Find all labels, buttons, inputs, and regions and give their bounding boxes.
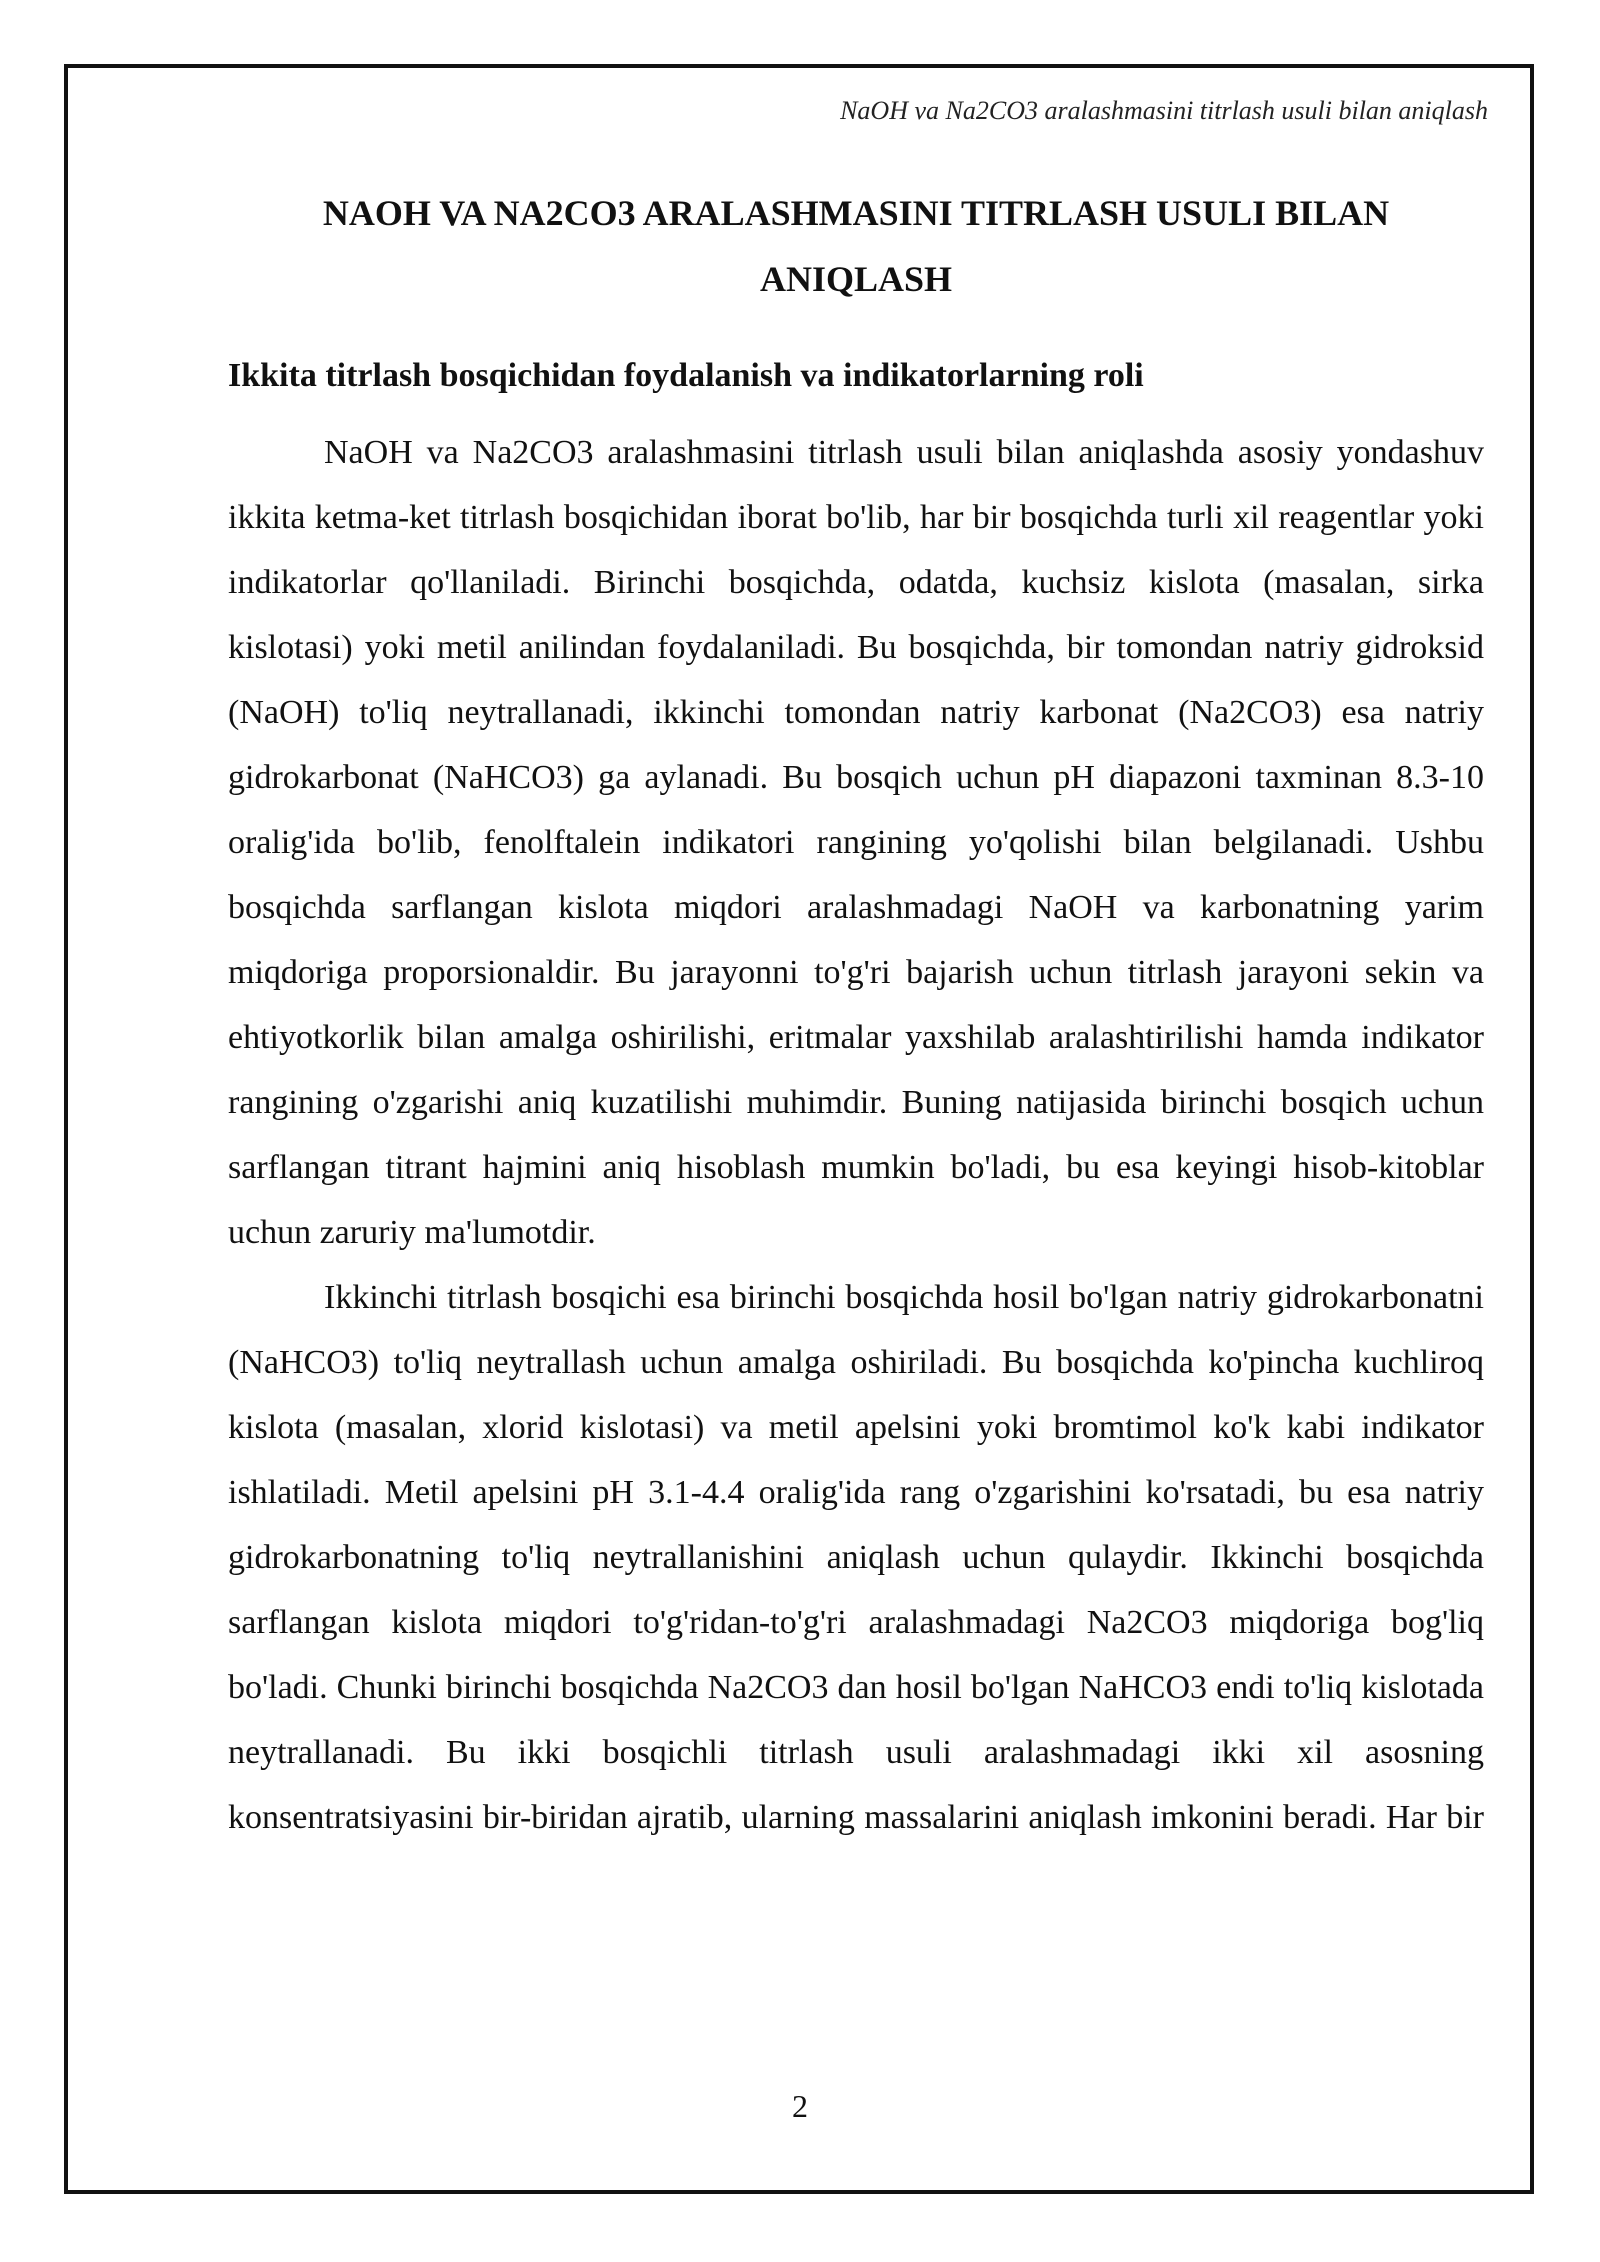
section-heading: Ikkita titrlash bosqichidan foydalanish va indikatorlarning roli (228, 357, 1144, 394)
running-header: NaOH va Na2CO3 aralashmasini titrlash usuli bilan aniqlash (840, 96, 1488, 125)
body-paragraph-2: Ikkinchi titrlash bosqichi esa birinchi bosqichda hosil bo'lgan natriy gidrokarbonatni (NaHCO3) to'liq neytrallash uchun amalga oshiriladi. Bu bosqichda ko'pincha kuchliroq kislota (masalan, xlorid kislotasi) va metil apelsini yoki bromtimol ko'k kabi indikator ishlatiladi. Metil apelsini pH 3.1-4.4 oralig'ida rang o'zgarishini ko'rsatadi, bu esa natriy gidrokarbonatning to'liq neytrallanishini aniqlash uchun qulaydir. Ikkinchi bosqichda sarflangan kislota miqdori to'g'ridan-to'g'ri aralashmadagi Na2CO3 miqdoriga bog'liq bo'ladi. Chunki birinchi bosqichda Na2CO3 dan hosil bo'lgan NaHCO3 endi to'liq kislotada neytrallanadi. Bu ikki bosqichli titrlash usuli aralashmadagi ikki xil asosning konsentratsiyasini bir-biridan ajratib, ularning massalarini aniqlash imkonini beradi. Har bir (228, 1279, 1484, 1836)
page-number: 2 (792, 2088, 808, 2124)
document-title: NAOH VA NA2CO3 ARALASHMASINI TITRLASH USULI BILAN ANIQLASH (322, 193, 1390, 299)
page-content (228, 180, 1484, 1850)
body-paragraph-1: NaOH va Na2CO3 aralashmasini titrlash usuli bilan aniqlashda asosiy yondashuv ikkita ketma-ket titrlash bosqichidan iborat bo'lib, har bir bosqichda turli xil reagentlar yoki indikatorlar qo'llaniladi. Birinchi bosqichda, odatda, kuchsiz kislota (masalan, sirka kislotasi) yoki metil anilindan foydalaniladi. Bu bosqichda, bir tomondan natriy gidroksid (NaOH) to'liq neytrallanadi, ikkinchi tomondan natriy karbonat (Na2CO3) esa natriy gidrokarbonat (NaHCO3) ga aylanadi. Bu bosqich uchun pH diapazoni taxminan 8.3-10 oralig'ida bo'lib, fenolftalein indikatori rangining yo'qolishi bilan belgilanadi. Ushbu bosqichda sarflangan kislota miqdori aralashmadagi NaOH va karbonatning yarim miqdoriga proporsionaldir. Bu jarayonni to'g'ri bajarish uchun titrlash jarayoni sekin va ehtiyotkorlik bilan amalga oshirilishi, eritmalar yaxshilab aralashtirilishi hamda indikator rangining o'zgarishi aniq kuzatilishi muhimdir. Buning natijasida birinchi bosqich uchun sarflangan titrant hajmini aniq hisoblash mumkin bo'ladi, bu esa keyingi hisob-kitoblar uchun zaruriy ma'lumotdir. (228, 434, 1484, 1251)
